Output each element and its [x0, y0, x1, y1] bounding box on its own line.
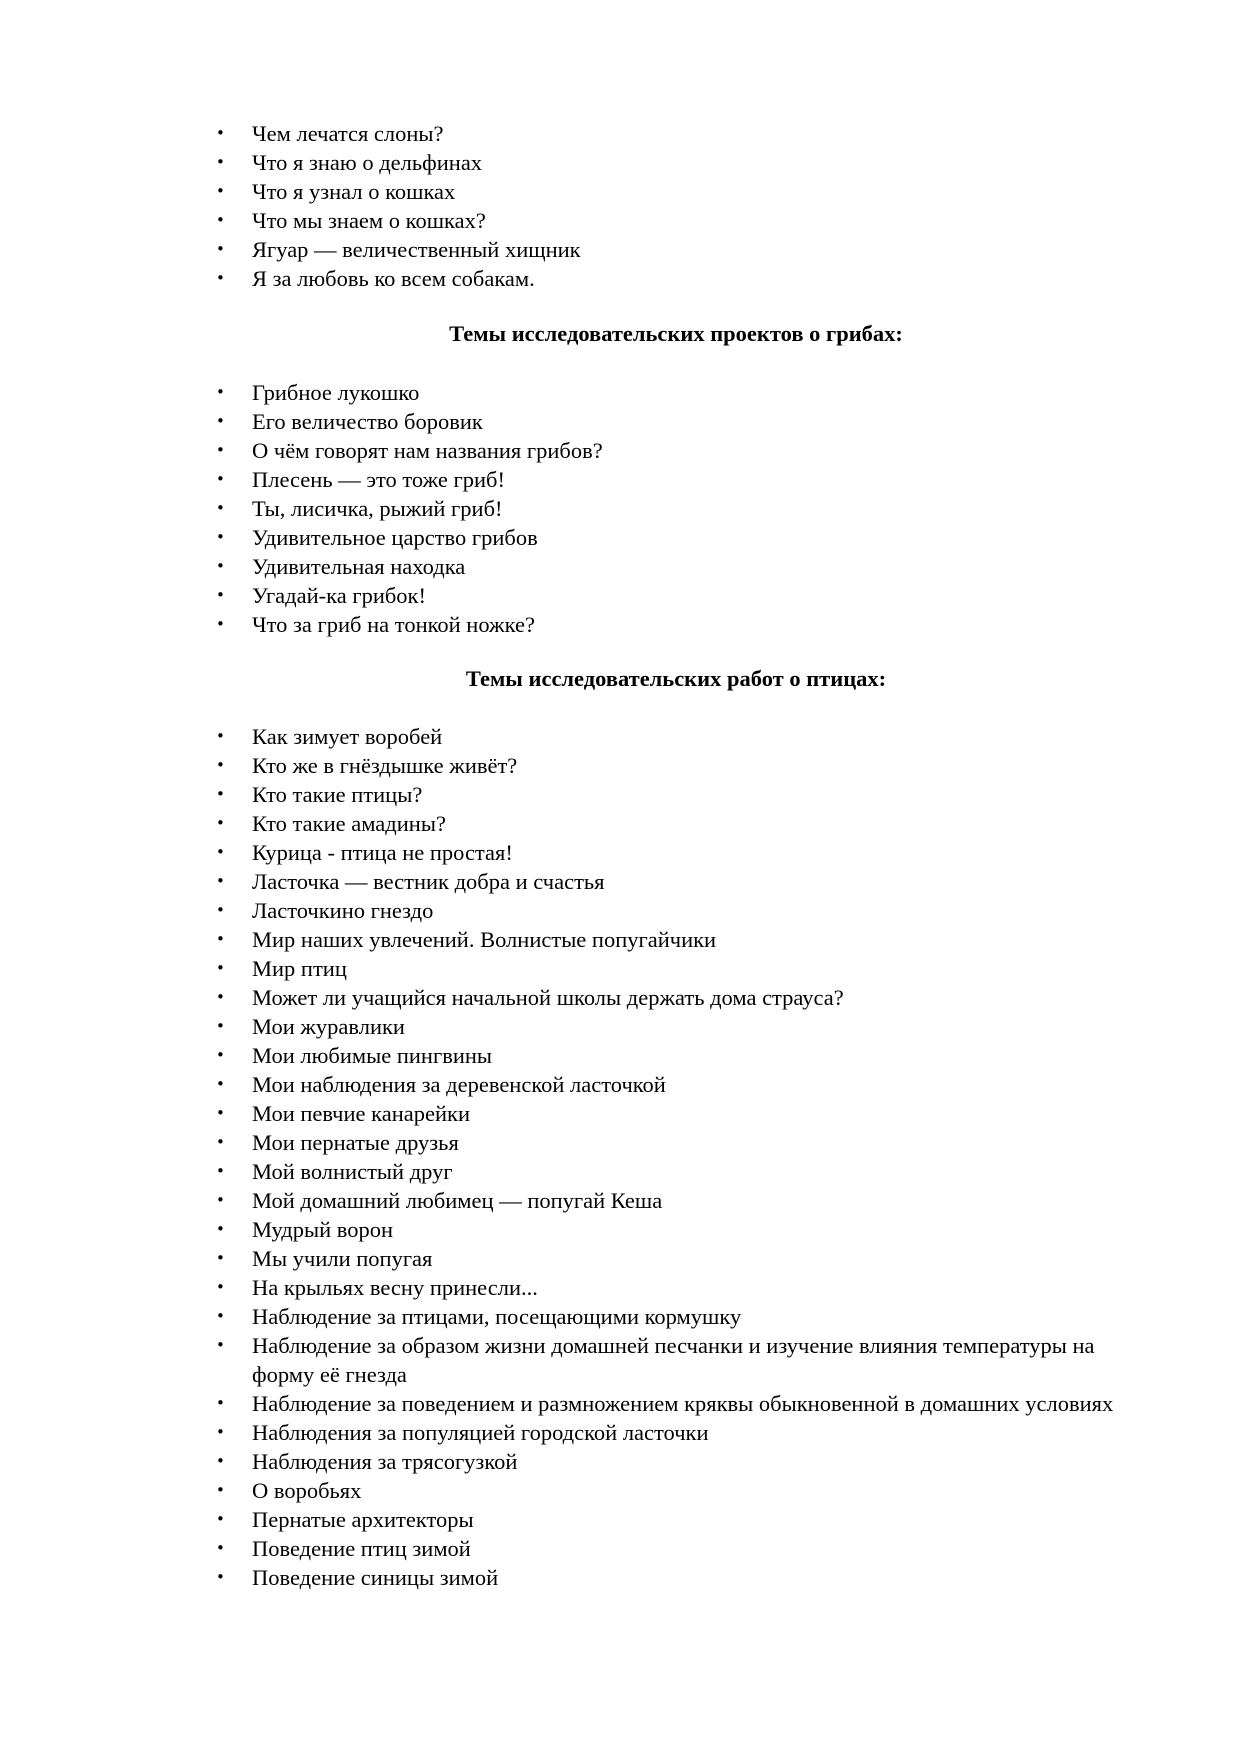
bullet-icon: •: [216, 615, 225, 633]
bullet-icon: •: [216, 1423, 225, 1441]
bullet-icon: •: [216, 211, 225, 229]
bullet-icon: •: [216, 1017, 225, 1035]
bullet-icon: •: [216, 124, 225, 142]
list-item: [216, 1244, 1136, 1273]
list-item: [216, 1418, 1136, 1447]
list-item-text: Наблюдения за трясогузкой: [252, 1449, 518, 1474]
list-item-text: Мой волнистый друг: [252, 1159, 453, 1184]
list-item-text: Удивительная находка: [252, 554, 466, 579]
list-item: [216, 436, 1136, 465]
list-item: [216, 1563, 1136, 1592]
list-item-text: Что мы знаем о кошках?: [252, 208, 486, 233]
list-item-text: Мои наблюдения за деревенской ласточкой: [252, 1072, 666, 1097]
bullet-icon: •: [216, 528, 225, 546]
mushroom-topics-list: [216, 378, 1136, 639]
list-item: [216, 1476, 1136, 1505]
bullet-icon: •: [216, 1539, 225, 1557]
list-item: [216, 1534, 1136, 1563]
list-item: [216, 465, 1136, 494]
bullet-icon: •: [216, 470, 225, 488]
list-item: [216, 494, 1136, 523]
list-item: [216, 1157, 1136, 1186]
list-item-text: Ягуар — величественный хищник: [252, 237, 581, 262]
bullet-icon: •: [216, 1307, 225, 1325]
bullet-icon: •: [216, 1336, 225, 1354]
list-item-text: Мой домашний любимец — попугай Кеша: [252, 1188, 663, 1213]
list-item-text: О воробьях: [252, 1478, 362, 1503]
list-item-text: Наблюдение за птицами, посещающими кормушку: [252, 1304, 742, 1329]
list-item: [216, 954, 1136, 983]
bullet-icon: •: [216, 182, 225, 200]
list-item: [216, 1070, 1136, 1099]
list-item-text: На крыльях весну принесли...: [252, 1275, 538, 1300]
list-item: [216, 925, 1136, 954]
bullet-icon: •: [216, 1104, 225, 1122]
list-item: [216, 1331, 1136, 1389]
list-item-text: Ты, лисичка, рыжий гриб!: [252, 496, 503, 521]
bullet-icon: •: [216, 153, 225, 171]
list-item: [216, 206, 1136, 235]
list-item-text: Чем лечатся слоны?: [252, 121, 444, 146]
bullet-icon: •: [216, 1191, 225, 1209]
list-item: [216, 1128, 1136, 1157]
list-item-text: Пернатые архитекторы: [252, 1507, 474, 1532]
list-item-text: Наблюдения за популяцией городской ласточки: [252, 1420, 709, 1445]
list-item: [216, 610, 1136, 639]
list-item: [216, 581, 1136, 610]
bullet-icon: •: [216, 1075, 225, 1093]
list-item: [216, 1302, 1136, 1331]
list-item: [216, 552, 1136, 581]
list-item-text: Угадай-ка грибок!: [252, 583, 426, 608]
list-item: [216, 809, 1136, 838]
list-item: [216, 1447, 1136, 1476]
list-item: [216, 983, 1136, 1012]
list-item-text: Мои любимые пингвины: [252, 1043, 493, 1068]
bullet-icon: •: [216, 756, 225, 774]
list-item: [216, 1186, 1136, 1215]
list-item: [216, 148, 1136, 177]
list-item-text: Кто же в гнёздышке живёт?: [252, 753, 518, 778]
list-item-text: Мудрый ворон: [252, 1217, 394, 1242]
list-item: [216, 838, 1136, 867]
list-item-text: Мои пернатые друзья: [252, 1130, 459, 1155]
list-item: [216, 177, 1136, 206]
bullet-icon: •: [216, 1278, 225, 1296]
bullet-icon: •: [216, 269, 225, 287]
bullet-icon: •: [216, 959, 225, 977]
bullet-icon: •: [216, 814, 225, 832]
list-item: [216, 378, 1136, 407]
bullet-icon: •: [216, 1220, 225, 1238]
bullet-icon: •: [216, 1510, 225, 1528]
list-item: [216, 264, 1136, 293]
list-item-text: Курица - птица не простая!: [252, 840, 513, 865]
list-item-text: О чём говорят нам названия грибов?: [252, 438, 603, 463]
list-item: [216, 1041, 1136, 1070]
mushroom-topics-heading: Темы исследовательских проектов о грибах:: [449, 321, 903, 346]
list-item-text: Может ли учащийся начальной школы держать дома страуса?: [252, 985, 844, 1010]
list-item-text: Мои журавлики: [252, 1014, 405, 1039]
list-item-text: Мир птиц: [252, 956, 347, 981]
list-item: [216, 1215, 1136, 1244]
list-item-text: Поведение птиц зимой: [252, 1536, 471, 1561]
list-item: [216, 1012, 1136, 1041]
list-item-text: Ласточкино гнездо: [252, 898, 434, 923]
list-item: [216, 896, 1136, 925]
bullet-icon: •: [216, 557, 225, 575]
bullet-icon: •: [216, 499, 225, 517]
list-item: [216, 407, 1136, 436]
list-item-text: Плесень — это тоже гриб!: [252, 467, 505, 492]
bullet-icon: •: [216, 1249, 225, 1267]
list-item: [216, 523, 1136, 552]
list-item: [216, 867, 1136, 896]
list-item-text: Мир наших увлечений. Волнистые попугайчики: [252, 927, 717, 952]
bullet-icon: •: [216, 1133, 225, 1151]
list-item-text: Его величество боровик: [252, 409, 483, 434]
bullet-icon: •: [216, 1481, 225, 1499]
bird-topics-heading: Темы исследовательских работ о птицах:: [465, 666, 887, 691]
bird-topics-list: [216, 722, 1136, 1592]
bullet-icon: •: [216, 930, 225, 948]
bullet-icon: •: [216, 412, 225, 430]
bullet-icon: •: [216, 872, 225, 890]
list-item-text: Удивительное царство грибов: [252, 525, 538, 550]
list-item-text: Наблюдение за поведением и размножением кряквы обыкновенной в домашних условиях: [252, 1391, 1114, 1416]
bullet-icon: •: [216, 441, 225, 459]
list-item-text: Кто такие птицы?: [252, 782, 423, 807]
list-item-text: Ласточка — вестник добра и счастья: [252, 869, 605, 894]
list-item: [216, 1505, 1136, 1534]
list-item-text: Я за любовь ко всем собакам.: [252, 266, 535, 291]
animal-topics-list: [216, 119, 1136, 293]
list-item-text: Грибное лукошко: [252, 380, 420, 405]
list-item: [216, 1389, 1136, 1418]
list-item-text: Как зимует воробей: [252, 724, 443, 749]
list-item: [216, 119, 1136, 148]
list-item: [216, 780, 1136, 809]
list-item: [216, 1099, 1136, 1128]
list-item-text: Поведение синицы зимой: [252, 1565, 499, 1590]
list-item: [216, 722, 1136, 751]
list-item-text: Что за гриб на тонкой ножке?: [252, 612, 535, 637]
bullet-icon: •: [216, 901, 225, 919]
bullet-icon: •: [216, 1394, 225, 1412]
list-item-text: Что я знаю о дельфинах: [252, 150, 483, 175]
list-item: [216, 1273, 1136, 1302]
bullet-icon: •: [216, 383, 225, 401]
bullet-icon: •: [216, 1452, 225, 1470]
bullet-icon: •: [216, 586, 225, 604]
list-item-text: Наблюдение за образом жизни домашней песчанки и изучение влияния температуры на форму её гнезда: [252, 1333, 1095, 1387]
bullet-icon: •: [216, 1162, 225, 1180]
list-item-text: Мы учили попугая: [252, 1246, 433, 1271]
bullet-icon: •: [216, 1568, 225, 1586]
list-item-text: Мои певчие канарейки: [252, 1101, 470, 1126]
bullet-icon: •: [216, 240, 225, 258]
list-item-text: Что я узнал о кошках: [252, 179, 456, 204]
bullet-icon: •: [216, 785, 225, 803]
list-item-text: Кто такие амадины?: [252, 811, 446, 836]
bullet-icon: •: [216, 843, 225, 861]
bullet-icon: •: [216, 988, 225, 1006]
list-item: [216, 751, 1136, 780]
list-item: [216, 235, 1136, 264]
bullet-icon: •: [216, 1046, 225, 1064]
bullet-icon: •: [216, 727, 225, 745]
